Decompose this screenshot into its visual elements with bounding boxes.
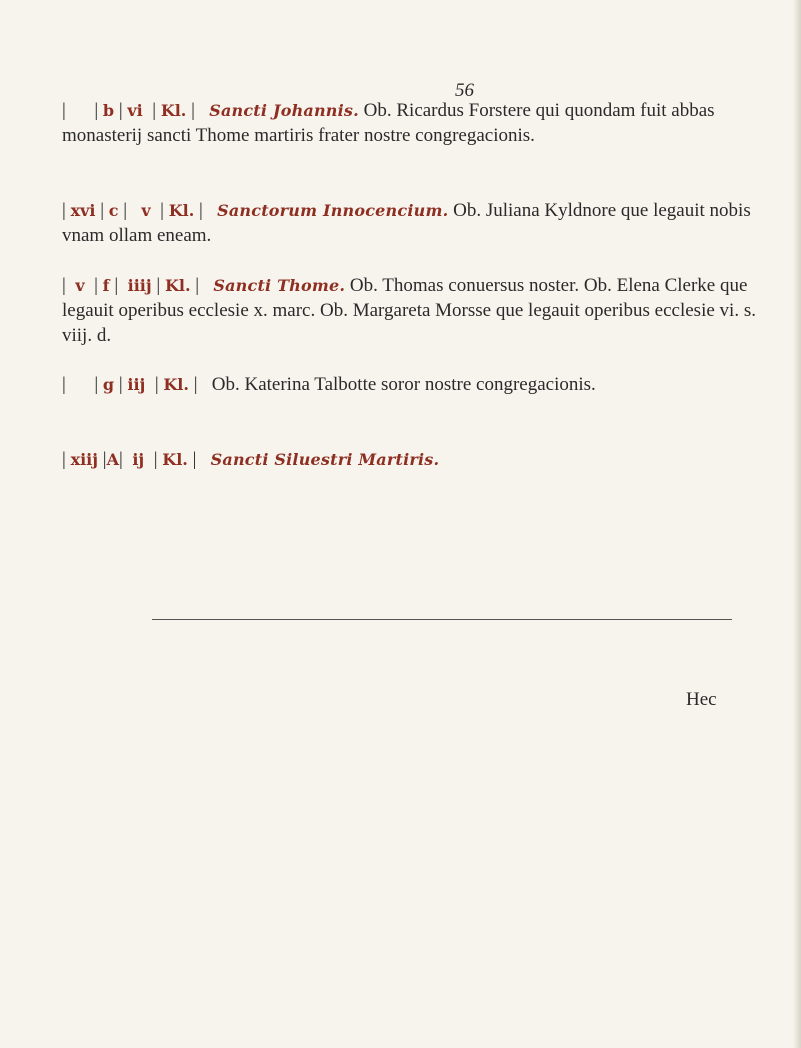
feast-name: Sancti Siluestri Martiris. [210,450,440,469]
kalends-label: Kl. [160,101,187,120]
catchword: Hec [686,689,717,710]
obit-text: Ob. Katerina Talbotte soror nostre congregacionis. [211,374,596,395]
obit-text: Ob. Thomas conuersus noster. Ob. Elena Clerke que legauit operibus ecclesie x. marc. Ob. Margareta Morsse que legauit operibus ecclesie vi. s. viij. d. [62,275,756,346]
calendar-entry [62,447,762,472]
dominical-letter: b [102,101,115,120]
calendar-entry [62,372,762,397]
separator: | [62,275,76,296]
calendar-entry [62,198,762,248]
dominical-letter: A [106,450,120,469]
separator: | [142,100,161,121]
obit-text: Ob. Ricardus Forstere qui quondam fuit abbas monasterij sancti Thome martiris frater nostre congregacionis. [62,100,715,146]
roman-numeral: iiij [127,276,152,295]
separator: | [144,449,163,470]
roman-numeral: ij [132,450,145,469]
page-number: 56 [455,80,474,101]
kalends-label: Kl. [164,276,191,295]
separator: | [194,200,218,221]
page-edge [793,0,801,1048]
dominical-letter: f [102,276,110,295]
separator: | [118,200,142,221]
separator: | [62,100,95,121]
separator: | [190,275,214,296]
feast-name: Sanctorum Innocencium. [217,201,449,220]
day-number: xiij [70,450,99,469]
dominical-letter: g [102,375,115,394]
separator: | [62,374,95,395]
roman-numeral: iij [127,375,146,394]
roman-numeral: vi [127,101,143,120]
kalends-label: Kl. [163,375,189,394]
separator: | [187,449,211,470]
separator: | [62,200,71,221]
separator: | [186,100,210,121]
separator: | [114,100,128,121]
section-rule [152,619,732,620]
kalends-label: Kl. [168,201,195,220]
separator: | [188,374,212,395]
separator: | [95,200,109,221]
kalends-label: Kl. [162,450,188,469]
separator: | [119,449,133,470]
separator: | [98,449,107,470]
separator: | [114,374,128,395]
feast-name: Sancti Thome. [213,276,346,295]
day-number: xvi [70,201,96,220]
separator: | [84,275,103,296]
separator: | [145,374,164,395]
separator: | [109,275,128,296]
separator: | [94,374,103,395]
calendar-entry [62,273,762,348]
calendar-entry [62,98,762,148]
separator: | [62,449,71,470]
separator: | [94,100,103,121]
feast-name: Sancti Johannis. [209,101,359,120]
dominical-letter: c [108,201,119,220]
day-number: v [75,276,85,295]
separator: | [150,200,169,221]
separator: | [151,275,165,296]
roman-numeral: v [141,201,151,220]
obit-text: Ob. Juliana Kyldnore que legauit nobis vnam ollam eneam. [62,200,751,246]
